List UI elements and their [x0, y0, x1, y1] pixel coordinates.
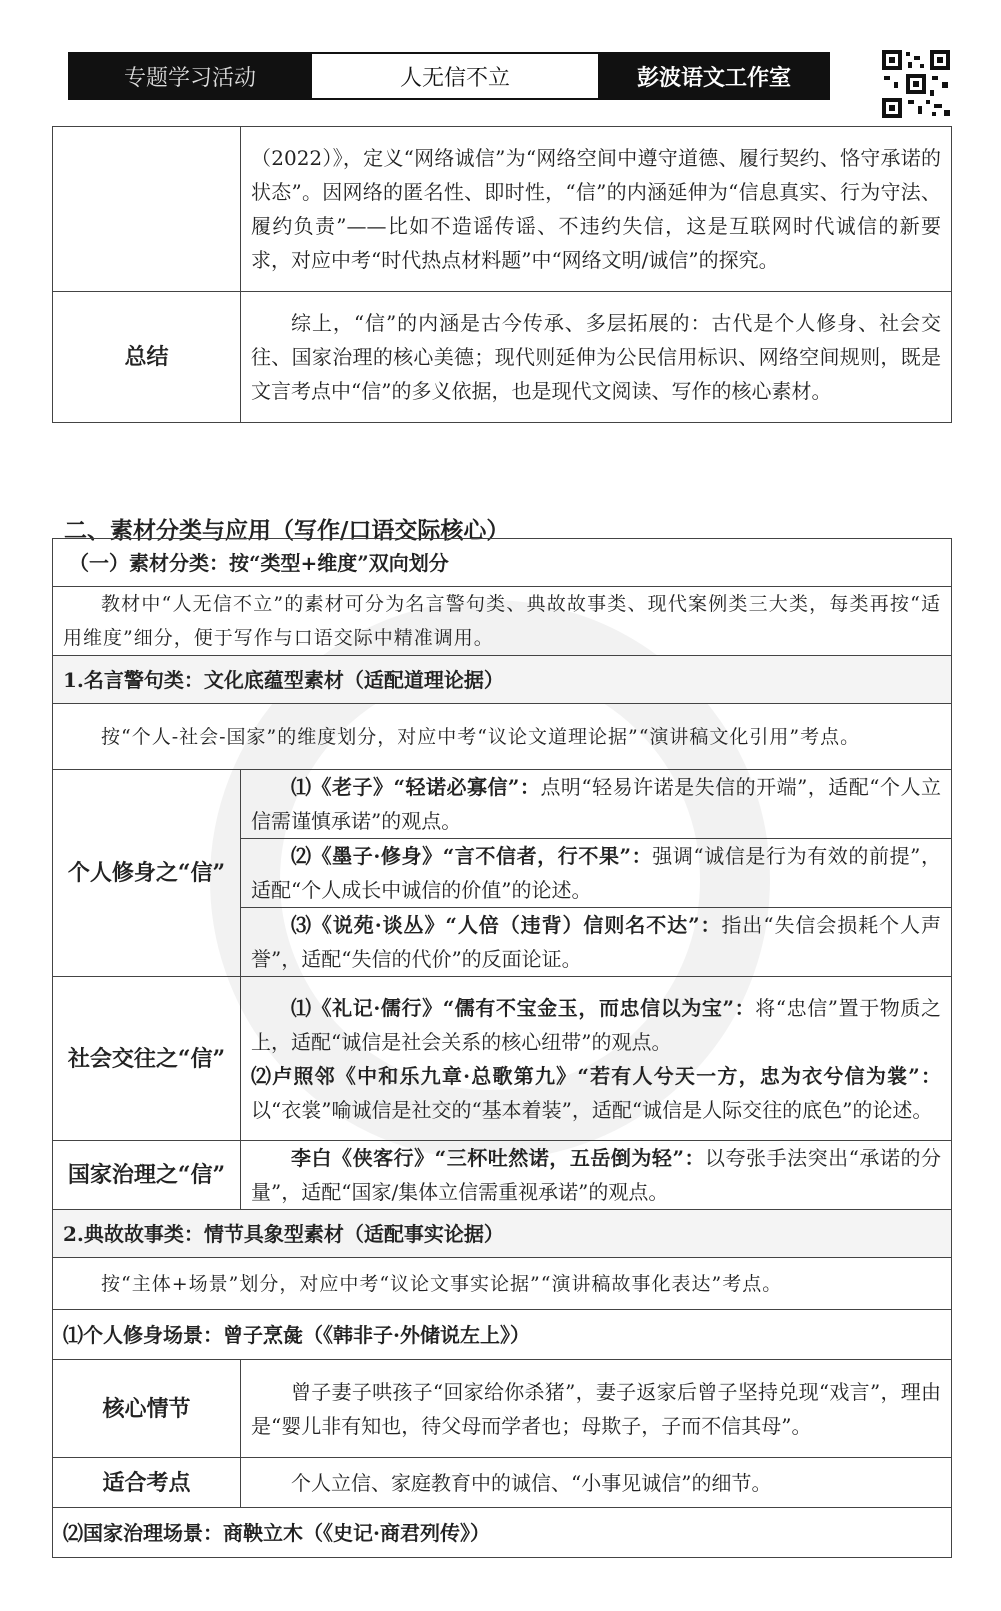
category2-title: 2.典故故事类：情节具象型素材（适配事实论据）	[53, 1210, 952, 1258]
social-label: 社会交往之“信”	[53, 977, 241, 1141]
category1-title: 1.名言警句类：文化底蕴型素材（适配道理论据）	[53, 656, 952, 704]
header-studio-name: 彭波语文工作室	[600, 54, 828, 98]
personal-quote-1	[241, 770, 952, 839]
nation-label: 国家治理之“信”	[53, 1141, 241, 1210]
header-left-label: 专题学习活动	[70, 54, 310, 98]
summary-text: 综上，“信”的内涵是古今传承、多层拓展的：古代是个人修身、社会交往、国家治理的核心美德；现代则延伸为公民信用标识、网络空间规则，既是文言考点中“信”的多义依据，也是现代文阅读、写作的核心素材。	[241, 292, 952, 423]
quote-title: ⑵《墨子·修身》“言不信者，行不果”：	[291, 844, 653, 868]
category1-intro: 按“个人-社会-国家”的维度划分，对应中考“议论文道理论据”“演讲稿文化引用”考点。	[53, 704, 952, 770]
quote-explanation: 指出“失信会损耗个人声誉”，适配“失信的代价”的反面论证。	[251, 913, 941, 971]
nation-quote	[241, 1141, 952, 1210]
summary-label: 总结	[53, 292, 241, 423]
sub-title: （一）素材分类：按“类型+维度”双向划分	[53, 539, 952, 587]
quote-title: 李白《侠客行》“三杯吐然诺，五岳倒为轻”：	[291, 1146, 705, 1170]
quote-title: ⑶《说苑·谈丛》“人倍（违背）信则名不达”：	[291, 913, 722, 937]
quote-explanation: 将“忠信”置于物质之上，适配“诚信是社会关系的核心纽带”的观点。	[251, 995, 941, 1054]
quote-title: ⑵卢照邻《中和乐九章·总歌第九》“若有人兮天一方，忠为衣兮信为裳”：	[251, 1063, 941, 1088]
page-header	[68, 52, 830, 100]
sub-intro: 教材中“人无信不立”的素材可分为名言警句类、典故故事类、现代案例类三大类，每类再按“适用维度”细分，便于写作与口语交际中精准调用。	[53, 587, 952, 656]
network-integrity-text: （2022）》，定义“网络诚信”为“网络空间中遵守道德、履行契约、恪守承诺的状态”。因网络的匿名性、即时性，“信”的内涵延伸为“信息真实、行为守法、履约负责”——比如不造谣传谣、不违约失信，这是互联网时代诚信的新要求，对应中考“时代热点材料题”中“网络文明/诚信”的探究。	[241, 127, 952, 292]
empty-label-cell	[53, 127, 241, 292]
exam-label: 适合考点	[53, 1458, 241, 1508]
personal-quote-2	[241, 839, 952, 908]
meaning-table	[52, 126, 952, 423]
quote-title: ⑴《老子》“轻诺必寡信”：	[291, 775, 541, 799]
plot-label: 核心情节	[53, 1360, 241, 1458]
quote-title: ⑴《礼记·儒行》“儒有不宝金玉，而忠信以为宝”：	[291, 995, 756, 1020]
plot-text: 曾子妻子哄孩子“回家给你杀猪”，妻子返家后曾子坚持兑现“戏言”，理由是“婴儿非有知也，待父母而学者也；母欺子，子而不信其母”。	[241, 1360, 952, 1458]
category2-intro: 按“主体+场景”划分，对应中考“议论文事实论据”“演讲稿故事化表达”考点。	[53, 1258, 952, 1310]
material-table	[52, 538, 952, 1558]
quote-explanation: 点明“轻易许诺是失信的开端”，适配“个人立信需谨慎承诺”的观点。	[251, 775, 941, 833]
section-title: 二、素材分类与应用（写作/口语交际核心）	[64, 517, 510, 544]
personal-quote-3	[241, 908, 952, 977]
exam-text: 个人立信、家庭教育中的诚信、“小事见诚信”的细节。	[241, 1458, 952, 1508]
personal-label: 个人修身之“信”	[53, 770, 241, 977]
story2-title: ⑵国家治理场景：商鞅立木（《史记·商君列传》）	[53, 1508, 952, 1558]
quote-explanation: 以夸张手法突出“承诺的分量”，适配“国家/集体立信需重视承诺”的观点。	[251, 1146, 941, 1204]
qr-code-icon	[880, 48, 952, 120]
quote-explanation: 以“衣裳”喻诚信是社交的“基本着装”，适配“诚信是人际交往的底色”的论述。	[251, 1097, 933, 1122]
quote-explanation: 强调“诚信是行为有效的前提”，适配“个人成长中诚信的价值”的论述。	[251, 844, 941, 902]
social-quotes	[241, 977, 952, 1141]
story1-title: ⑴个人修身场景：曾子烹彘（《韩非子·外储说左上》）	[53, 1310, 952, 1360]
header-title: 人无信不立	[310, 54, 600, 98]
